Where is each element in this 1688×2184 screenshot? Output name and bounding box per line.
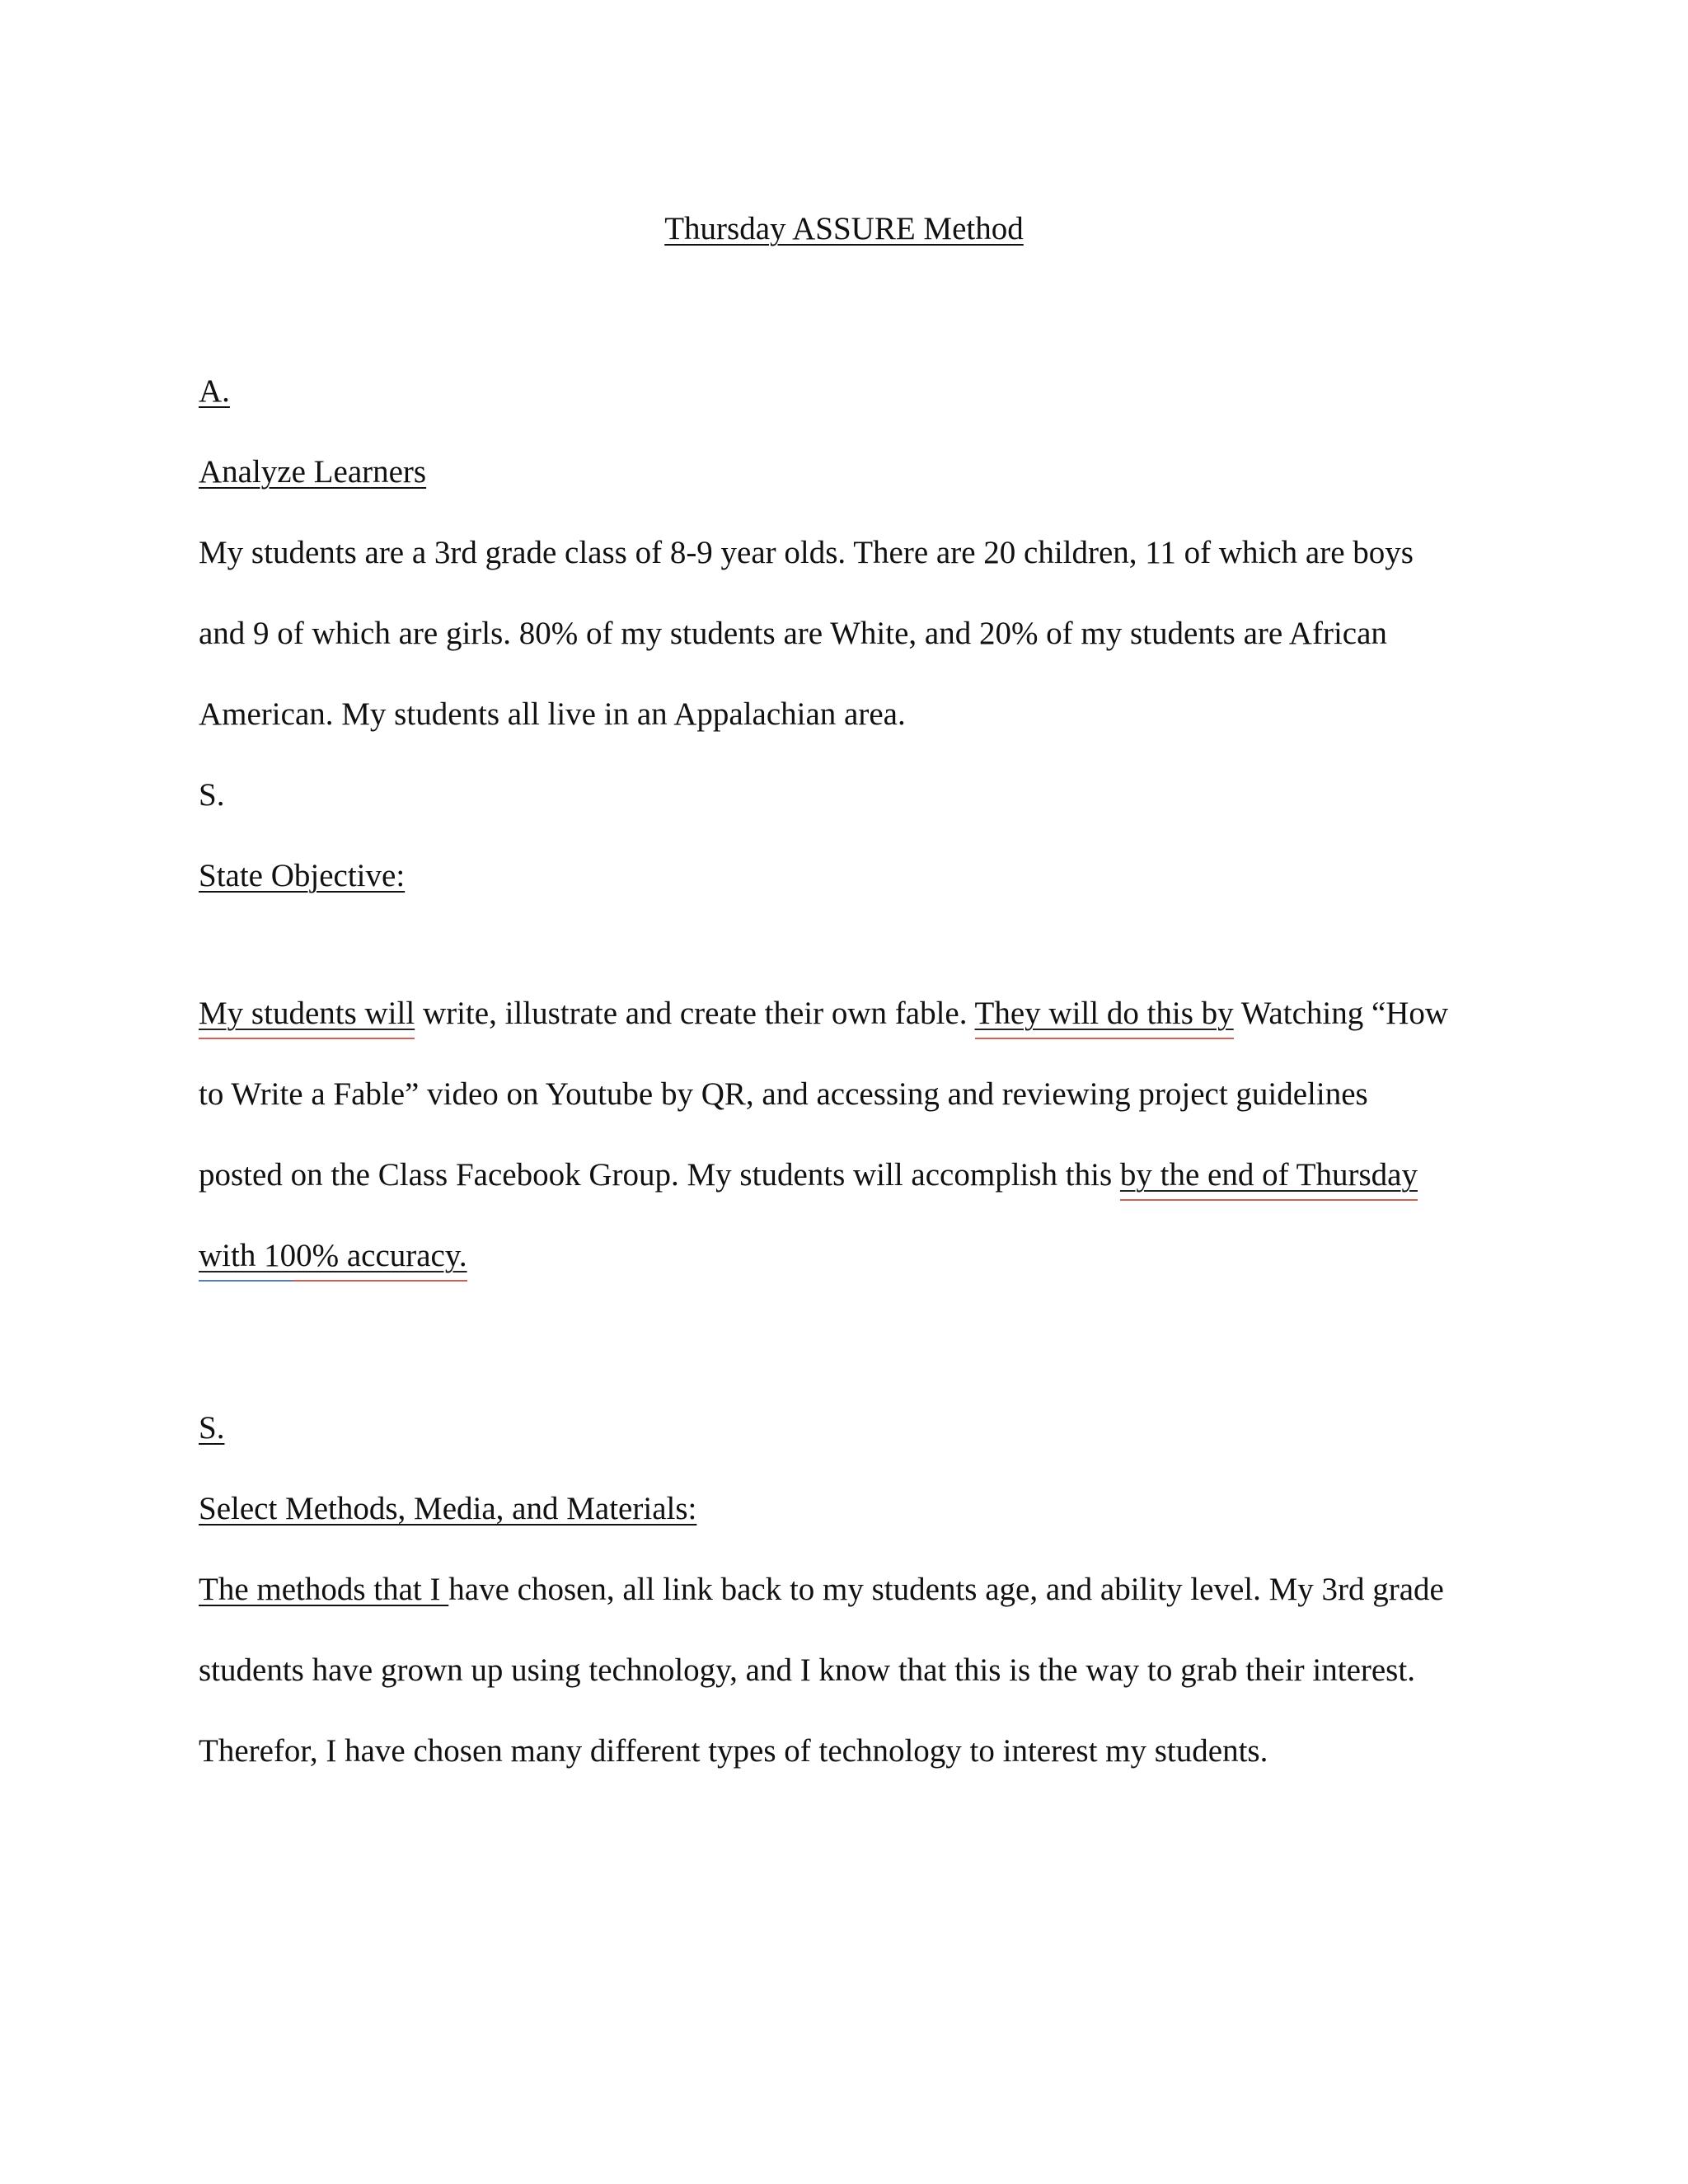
section-state-objective-body [199, 989, 1501, 1312]
section-a-letter [199, 367, 1501, 448]
section-a-heading-text: Analyze Learners [199, 454, 427, 490]
section-s1-heading [199, 851, 1501, 932]
section-a-line-3: American. My students all live in an Appalachian area. [199, 696, 906, 732]
objective-line-2: to Write a Fable” video on Youtube by QR, and accessing and reviewing project guidelines [199, 1076, 1368, 1112]
section-s2-letter-text: S. [199, 1410, 225, 1446]
methods-line-1 [199, 1565, 1501, 1646]
objective-text-2: Watching “How [1233, 996, 1449, 1031]
section-select-methods [199, 1404, 1501, 1807]
section-analyze-learners [199, 367, 1501, 932]
methods-line-3: Therefor, I have chosen many different types of technology to interest my students. [199, 1733, 1268, 1769]
section-s2-heading [199, 1484, 1501, 1565]
section-s2-heading-text: Select Methods, Media, and Materials: [199, 1491, 697, 1526]
objective-line-4 [199, 1231, 1501, 1312]
objective-text-3: posted on the Class Facebook Group. My students will accomplish this [199, 1157, 1120, 1193]
objective-underlined-phrase-3: by the end of Thursday [1119, 1157, 1418, 1193]
objective-underlined-phrase-1: My students will [199, 996, 415, 1031]
section-a-heading [199, 448, 1501, 528]
objective-underlined-phrase-4: with 100% accuracy. [199, 1238, 467, 1273]
title-text: Thursday ASSURE Method [664, 211, 1024, 246]
objective-underlined-phrase-2: They will do this by [974, 996, 1234, 1031]
section-a-letter-text: A. [199, 373, 230, 409]
document-title [0, 204, 1688, 254]
objective-line-3 [199, 1151, 1501, 1231]
section-s2-letter [199, 1404, 1501, 1484]
section-s1-letter-text: S. [199, 777, 225, 813]
methods-underlined-phrase: The methods that I [199, 1572, 449, 1607]
methods-line-2: students have grown up using technology, and I know that this is the way to grab their interest. [199, 1652, 1415, 1688]
section-a-line-1: My students are a 3rd grade class of 8-9 year olds. There are 20 children, 11 of which are boys [199, 535, 1414, 570]
objective-text-1: write, illustrate and create their own fable. [415, 996, 975, 1031]
objective-line-1 [199, 989, 1501, 1070]
section-s1-heading-text: State Objective: [199, 858, 406, 893]
section-s1-letter [199, 771, 1501, 851]
section-a-line-2: and 9 of which are girls. 80% of my students are White, and 20% of my students are African [199, 616, 1387, 651]
methods-text-1: have chosen, all link back to my students age, and ability level. My 3rd grade [448, 1572, 1444, 1607]
